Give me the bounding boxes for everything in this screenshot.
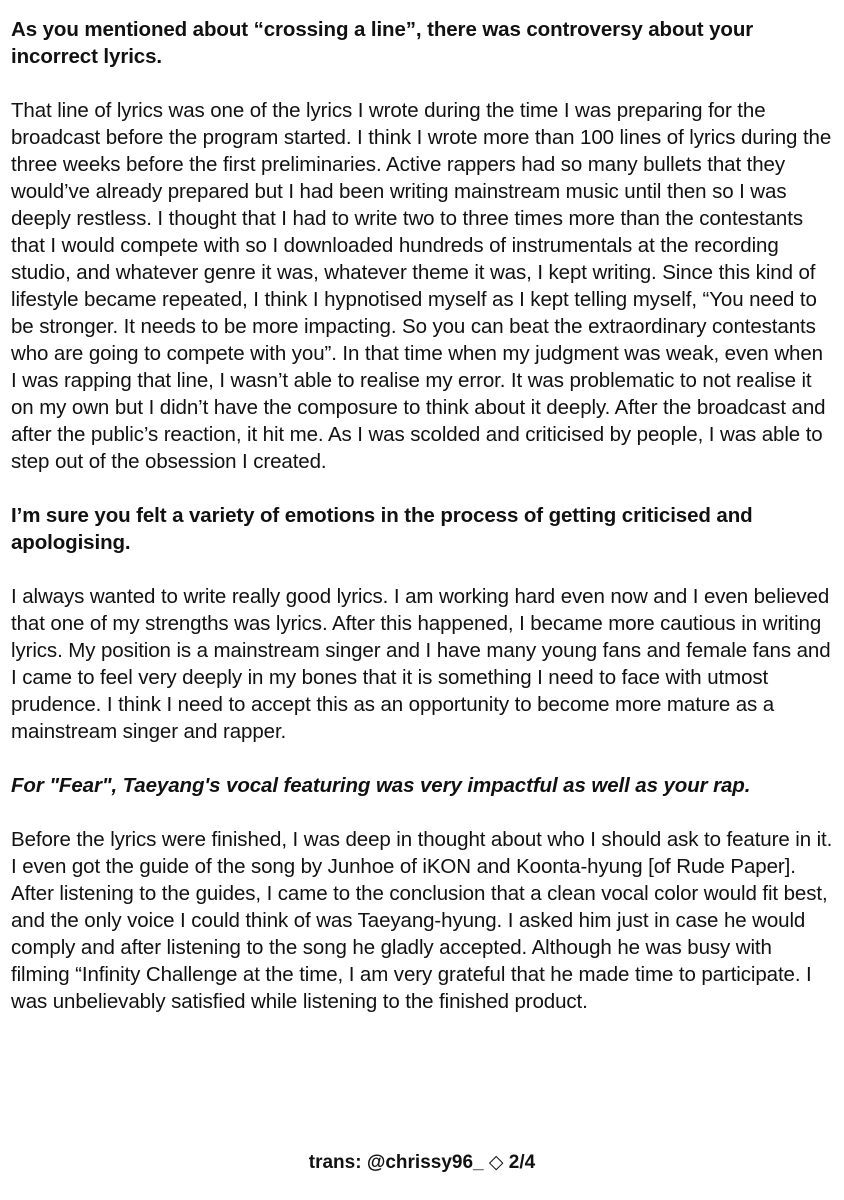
answer-3: Before the lyrics were finished, I was deep in thought about who I should ask to feature in it. I even got the guide of the song by Junhoe of iKON and Koonta-hyung [of Rude Paper]. After listening to the guides, I came to the conclusion that a clean vocal color would fit best, and the only voice I could think of was Taeyang-hyung. I asked him just in case he would comply and after listening to the song he gladly accepted. Although he was busy with filming “Infinity Challenge at the time, I am very grateful that he made time to participate. I was unbelievably satisfied while listening to the finished product. — [11, 828, 833, 1013]
answer-1: That line of lyrics was one of the lyrics I wrote during the time I was preparing for the broadcast before the program started. I think I wrote more than 100 lines of lyrics during the three weeks before the first preliminaries. Active rappers had so many bullets that they would’ve already prepared but I had been writing mainstream music until then so I was deeply restless. I thought that I had to write two to three times more than the contestants that I would compete with so I downloaded hundreds of instrumentals at the recording studio, and whatever genre it was, whatever theme it was, I kept writing. Since this kind of lifestyle became repeated, I think I hypnotised myself as I kept telling myself, “You need to be stronger. It needs to be more impacting. So you can beat the extraordinary contestants who are going to compete with you”. In that time when my judgment was weak, even when I was rapping that line, I wasn’t able to realise my error. It was problematic to not realise it on my own but I didn’t have the composure to think about it deeply. After the broadcast and after the public’s reaction, it hit me. As I was scolded and criticised by people, I was able to step out of the obsession I created. — [11, 99, 832, 473]
diamond-icon: ◇ — [488, 1152, 504, 1173]
translation-credit — [0, 1151, 844, 1175]
credit-text: trans: @chrissy96_ — [308, 1152, 484, 1173]
question-1: As you mentioned about “crossing a line”, there was controversy about your incorrect lyrics. — [11, 18, 754, 68]
question-2: I’m sure you felt a variety of emotions in the process of getting criticised and apologising. — [11, 504, 753, 554]
spacer — [11, 745, 833, 772]
spacer — [11, 799, 833, 826]
article — [11, 16, 833, 1015]
page-number: 2/4 — [508, 1152, 536, 1173]
question-3: For "Fear", Taeyang's vocal featuring was very impactful as well as your rap. — [11, 774, 751, 797]
answer-2: I always wanted to write really good lyrics. I am working hard even now and I even believed that one of my strengths was lyrics. After this happened, I became more cautious in writing lyrics. My position is a mainstream singer and I have many young fans and female fans and I came to feel very deeply in my bones that it is something I need to face with utmost prudence. I think I need to accept this as an opportunity to become more mature as a mainstream singer and rapper. — [11, 585, 831, 743]
spacer — [11, 475, 833, 502]
spacer — [11, 70, 833, 97]
spacer — [11, 556, 833, 583]
